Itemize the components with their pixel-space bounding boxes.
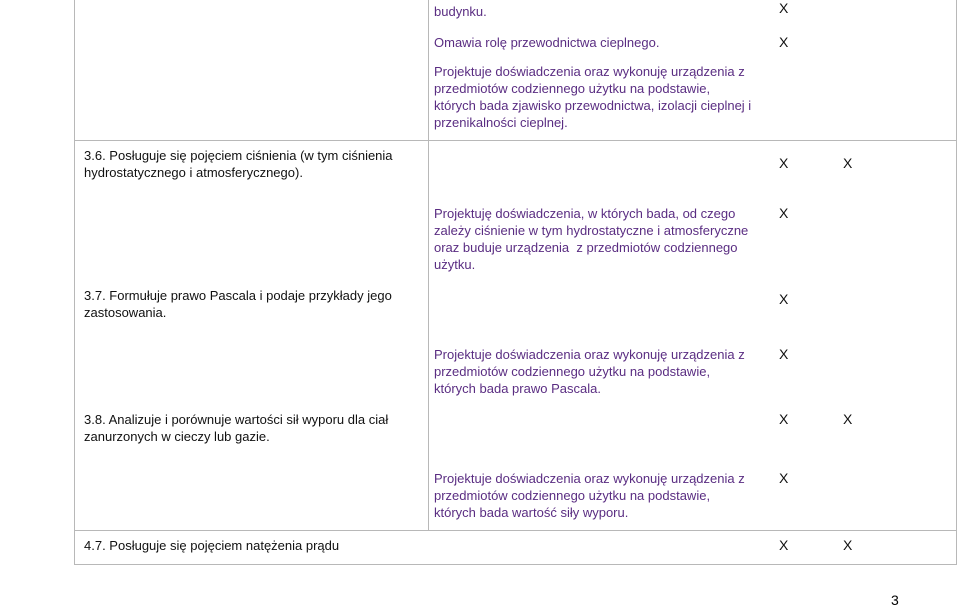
table-divider-col1	[428, 0, 429, 530]
row-description-line: przenikalności cieplnej.	[434, 115, 568, 130]
row-description: Omawia rolę przewodnictwa cieplnego.	[434, 35, 660, 50]
row-description-line: przedmiotów codziennego użytku na podstawie,	[434, 81, 711, 96]
requirement-text: 3.7. Formułuje prawo Pascala i podaje przykłady jego	[84, 288, 392, 303]
table-row-divider	[74, 530, 957, 531]
row-mark: X	[843, 155, 853, 171]
row-mark: X	[779, 34, 789, 50]
row-description-line: przedmiotów codziennego użytku na podstawie,	[434, 488, 711, 503]
table-border-bottom	[74, 564, 957, 565]
row-description: budynku.	[434, 4, 487, 19]
requirement-text: 3.6. Posługuje się pojęciem ciśnienia (w tym ciśnienia	[84, 148, 393, 163]
row-mark: X	[779, 155, 789, 171]
table-row-divider	[74, 140, 957, 141]
row-description-line: których bada zjawisko przewodnictwa, izolacji cieplnej i	[434, 98, 752, 113]
row-mark: X	[843, 411, 853, 427]
row-description-line: których bada prawo Pascala.	[434, 381, 601, 396]
requirement-text: zanurzonych w cieczy lub gazie.	[84, 429, 270, 444]
row-description-line: zależy ciśnienie w tym hydrostatyczne i atmosferyczne	[434, 223, 749, 238]
row-description-line: Projektuje doświadczenia oraz wykonuję urządzenia z	[434, 64, 745, 79]
row-mark: X	[843, 537, 853, 553]
row-mark: X	[779, 291, 789, 307]
row-mark: X	[779, 205, 789, 221]
row-mark: X	[779, 0, 789, 16]
table-border-left	[74, 0, 75, 565]
requirement-text: hydrostatycznego i atmosferycznego).	[84, 165, 303, 180]
row-description-line: Projektuje doświadczenia oraz wykonuję urządzenia z	[434, 347, 745, 362]
row-description-line: Projektuję doświadczenia, w których bada, od czego	[434, 206, 736, 221]
row-description-line: Projektuje doświadczenia oraz wykonuję urządzenia z	[434, 471, 745, 486]
requirement-text: 4.7. Posługuje się pojęciem natężenia prądu	[84, 538, 340, 553]
row-description-line: których bada wartość siły wyporu.	[434, 505, 629, 520]
requirement-text: zastosowania.	[84, 305, 167, 320]
row-description-line: przedmiotów codziennego użytku na podstawie,	[434, 364, 711, 379]
table-border-right	[956, 0, 957, 565]
row-mark: X	[779, 346, 789, 362]
requirement-text: 3.8. Analizuje i porównuje wartości sił wyporu dla ciał	[84, 412, 389, 427]
row-description-line: oraz buduje urządzenia z przedmiotów codziennego	[434, 240, 738, 255]
row-description-line: użytku.	[434, 257, 476, 272]
row-mark: X	[779, 470, 789, 486]
page-number: 3	[891, 592, 899, 608]
row-mark: X	[779, 411, 789, 427]
row-mark: X	[779, 537, 789, 553]
